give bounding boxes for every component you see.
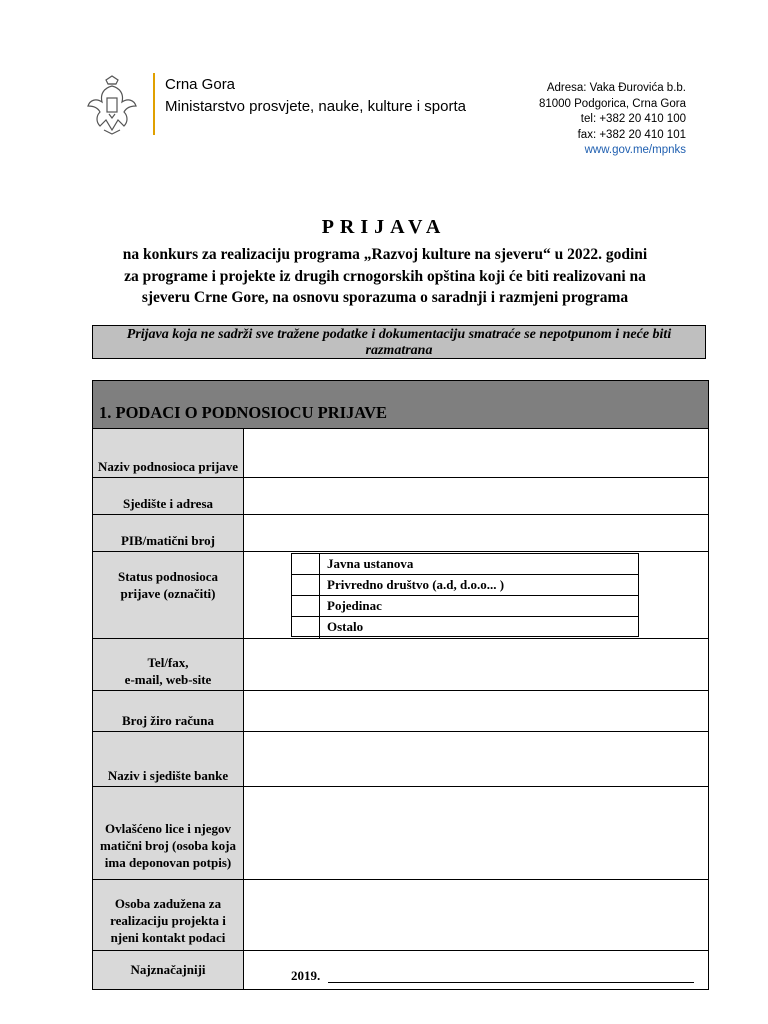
- field-ziro[interactable]: [244, 691, 708, 731]
- ministry-name: Ministarstvo prosvjete, nauke, kulture i sporta: [165, 98, 466, 115]
- label-tel-line-2: e-mail, web-site: [124, 672, 212, 687]
- label-sjediste: Sjedište i adresa: [93, 478, 244, 514]
- field-ovlasceno[interactable]: [244, 787, 708, 879]
- row-banka: [93, 732, 708, 787]
- field-osoba[interactable]: [244, 880, 708, 950]
- label-ovlasceno: Ovlašćeno lice i njegov matični broj (osoba koja ima deponovan potpis): [93, 787, 244, 879]
- address-line-2: 81000 Podgorica, Crna Gora: [538, 97, 686, 110]
- label-status: Status podnosioca prijave (označiti): [93, 552, 244, 638]
- label-najznacajniji: Najznačajniji: [93, 951, 244, 989]
- page-subtitle: [90, 244, 680, 309]
- status-option: [292, 554, 638, 575]
- contact-block: [539, 81, 686, 159]
- page-title: PRIJAVA: [321, 216, 447, 238]
- label-ziro: Broj žiro računa: [93, 691, 244, 731]
- label-naziv: Naziv podnosioca prijave: [93, 429, 244, 477]
- status-checkbox[interactable]: [292, 554, 320, 574]
- field-banka[interactable]: [244, 732, 708, 786]
- status-option: [292, 617, 638, 638]
- field-pib[interactable]: [244, 515, 708, 551]
- phone: tel: +382 20 410 100: [580, 113, 686, 125]
- applicant-data-table: [92, 380, 709, 990]
- year-label: 2019.: [291, 968, 321, 983]
- row-naziv: [93, 429, 708, 478]
- fill-in-line[interactable]: [328, 982, 694, 983]
- fax: fax: +382 20 410 101: [577, 128, 686, 141]
- status-option-label: Javna ustanova: [327, 556, 414, 571]
- status-checkbox[interactable]: [292, 575, 320, 595]
- status-checkbox[interactable]: [292, 617, 320, 638]
- field-tel[interactable]: [244, 639, 708, 690]
- status-checkbox[interactable]: [292, 596, 320, 616]
- status-option-label: Pojedinac: [327, 598, 382, 613]
- row-pib: [93, 515, 708, 552]
- field-naziv[interactable]: [244, 429, 708, 477]
- label-banka: Naziv i sjedište banke: [93, 732, 244, 786]
- section-title: 1. PODACI O PODNOSIOCU PRIJAVE: [99, 403, 388, 422]
- header-divider: [153, 73, 155, 135]
- label-osoba: Osoba zadužena za realizaciju projekta i njeni kontakt podaci: [93, 880, 244, 950]
- address-line-1: Adresa: Vaka Đurovića b.b.: [546, 82, 686, 94]
- subtitle-line-1: na konkurs za realizaciju programa „Razvoj kulture na sjeveru“ u 2022. godini: [122, 246, 648, 263]
- field-najznacajniji[interactable]: [244, 951, 708, 989]
- subtitle-line-3: sjeveru Crne Gore, na osnovu sporazuma o saradnji i razmjeni programa: [141, 289, 629, 306]
- status-option: [292, 596, 638, 617]
- row-sjediste: [93, 478, 708, 515]
- label-tel: [93, 639, 244, 690]
- label-tel-line-1: Tel/fax,: [147, 655, 189, 670]
- website-link[interactable]: www.gov.me/mpnks: [584, 144, 686, 156]
- status-option-label: Privredno društvo (a.d, d.o.o... ): [327, 577, 505, 592]
- subtitle-line-2: za programe i projekte iz drugih crnogorskih opština koji će biti realizovani na: [124, 267, 646, 285]
- notice-box: Prijava koja ne sadrži sve tražene podatke i dokumentaciju smatraće se nepotpunom i neće biti razmatrana: [92, 325, 706, 359]
- status-options-table: [291, 553, 639, 637]
- country-name: Crna Gora: [165, 76, 236, 93]
- row-osoba: [93, 880, 708, 951]
- status-option-label: Ostalo: [327, 619, 364, 634]
- row-tel: [93, 639, 708, 691]
- row-ovlasceno: [93, 787, 708, 880]
- row-ziro: [93, 691, 708, 732]
- status-option: [292, 575, 638, 596]
- field-sjediste[interactable]: [244, 478, 708, 514]
- label-pib: PIB/matični broj: [93, 515, 244, 551]
- row-najznacajniji: [93, 951, 708, 989]
- coat-of-arms-logo: [86, 74, 138, 136]
- section-header: [93, 381, 708, 429]
